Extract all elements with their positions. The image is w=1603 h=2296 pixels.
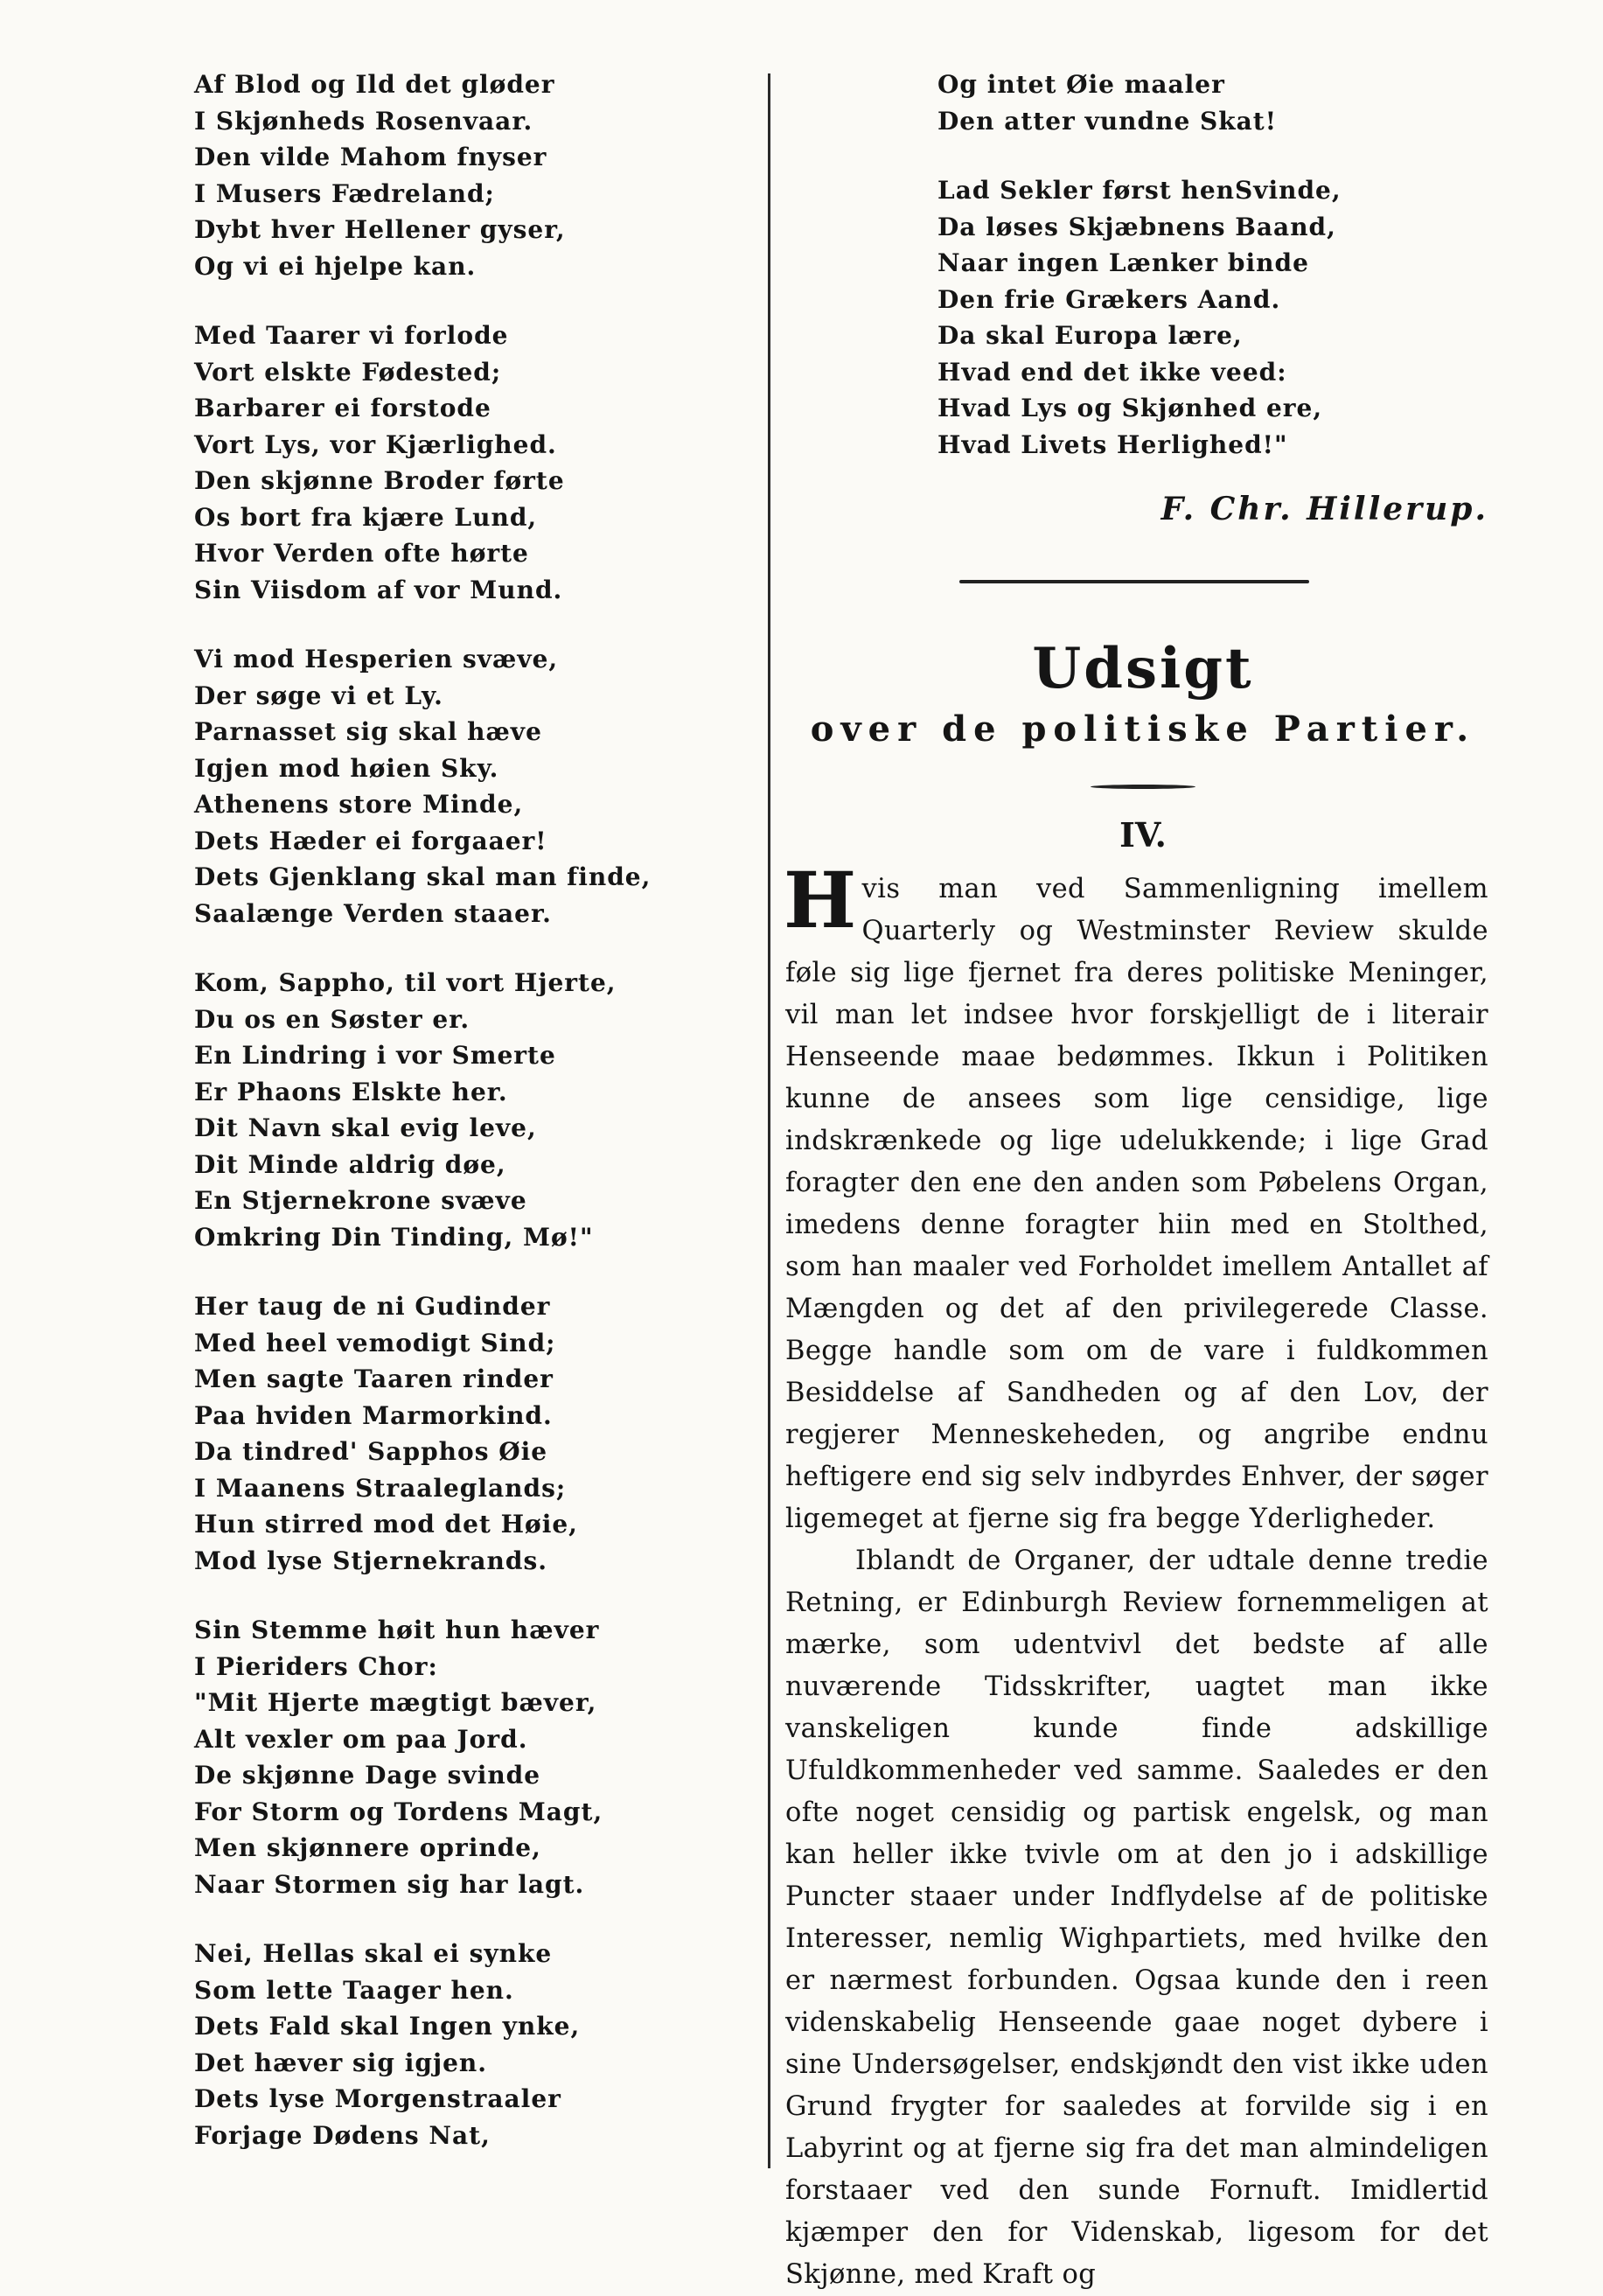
- drop-cap: H: [784, 855, 857, 946]
- paragraph: Iblandt de Organer, der udtale denne tredie Retning, er Edinburgh Review fornemmeligen at mærke, som udentvivl det bedste af alle nuværende Tidsskrifter, uagtet man ikke vanskeligen kunde finde adskillige Ufuldkommenheder ved samme. Saaledes er den ofte noget censidig og partisk engelsk, og man kan heller ikke tvivle om at den jo i adskillige Puncter staaer under Indflydelse af de politiske Interesser, nemlig Wighpartiets, med hvilke den er nærmest forbunden. Ogsaa kunde den i reen videnskabelig Henseende gaae noget dybere i sine Undersøgelser, endskjøndt den vist ikke uden Grund frygter for saaledes at forvilde sig i en Labyrint og at fjerne sig fra det man almindeligen forstaaer ved den sunde Fornuft. Imidlertid kjæmper den for Videnskab, ligesom for det Skjønne, med Kraft og: [785, 1546, 1488, 2290]
- poem-line: Dets Gjenklang skal man finde,: [194, 862, 652, 891]
- left-column-poem: [194, 66, 754, 2187]
- poem-line: Og intet Øie maaler: [937, 70, 1225, 99]
- poem-line: Det hæver sig igjen.: [194, 2048, 488, 2077]
- poem-line: Hvor Verden ofte hørte: [194, 539, 529, 568]
- poem-line: Da skal Europa lære,: [937, 321, 1243, 350]
- poem-line: Den skjønne Broder førte: [194, 466, 565, 495]
- stanza: [194, 965, 754, 1255]
- poem-line: Saalænge Verden staaer.: [194, 898, 552, 928]
- column-divider: [768, 73, 770, 2168]
- poem-line: Dets Fald skal Ingen ynke,: [194, 2012, 581, 2041]
- poem-line: Den vilde Mahom fnyser: [194, 143, 547, 171]
- paragraph: [784, 855, 1488, 1540]
- stanza: [194, 66, 754, 284]
- poem-line: Dit Navn skal evig leve,: [194, 1113, 537, 1142]
- poem-line: Barbarer ei forstode: [194, 394, 491, 422]
- stanza: [937, 172, 1506, 463]
- poem-line: Som lette Taager hen.: [194, 1975, 514, 2005]
- poem-line: Nei, Hellas skal ei synke: [194, 1939, 553, 1968]
- poem-line: Den frie Grækers Aand.: [937, 284, 1281, 314]
- article-title: Udsigt: [1032, 636, 1254, 701]
- article-subtitle: over de politiske Partier.: [810, 708, 1476, 750]
- poem-line: I Maanens Straaleglands;: [194, 1473, 567, 1503]
- stanza: [194, 1936, 754, 2153]
- poem-line: Hvad end det ikke veed:: [937, 357, 1287, 387]
- poem-line: Alt vexler om paa Jord.: [194, 1724, 528, 1754]
- poem-line: Af Blod og Ild det gløder: [194, 70, 555, 99]
- poem-line: En Stjernekrone svæve: [194, 1186, 527, 1215]
- poem-line: Igjen mod høien Sky.: [194, 753, 499, 783]
- poem-line: Her taug de ni Gudinder: [194, 1292, 551, 1321]
- poem-line: I Pieriders Chor:: [194, 1651, 438, 1681]
- poem-line: Naar ingen Lænker binde: [937, 248, 1309, 277]
- section-number: IV.: [1119, 815, 1167, 855]
- poem-line: Os bort fra kjære Lund,: [194, 502, 538, 532]
- poem-line: Men skjønnere oprinde,: [194, 1833, 541, 1862]
- poem-line: Vort elskte Fødested;: [194, 357, 502, 387]
- poem-line: "Mit Hjerte mægtigt bæver,: [194, 1688, 597, 1717]
- article-body: [784, 855, 1488, 2296]
- poem-line: En Lindring i vor Smerte: [194, 1041, 556, 1070]
- stanza: [937, 66, 1506, 139]
- poem-line: Med heel vemodigt Sind;: [194, 1328, 556, 1357]
- poem-line: I Skjønheds Rosenvaar.: [194, 106, 533, 136]
- right-column: [780, 66, 1506, 2296]
- poem-line: Der søge vi et Ly.: [194, 680, 443, 710]
- poem-line: Den atter vundne Skat!: [937, 106, 1277, 136]
- poem-line: Dybt hver Hellener gyser,: [194, 215, 566, 244]
- poem-line: Omkring Din Tinding, Mø!": [194, 1222, 594, 1252]
- poem-line: Hvad Lys og Skjønhed ere,: [937, 394, 1323, 422]
- poem-line: Hvad Livets Herlighed!": [937, 429, 1288, 459]
- poem-line: Men sagte Taaren rinder: [194, 1364, 554, 1393]
- poem-line: For Storm og Tordens Magt,: [194, 1797, 603, 1826]
- section-separator-rule: [959, 580, 1309, 583]
- poem-line: I Musers Fædreland;: [194, 178, 495, 208]
- poem-line: Sin Viisdom af vor Mund.: [194, 575, 563, 604]
- poem-line: Sin Stemme høit hun hæver: [194, 1616, 600, 1644]
- poem-line: De skjønne Dage svinde: [194, 1761, 541, 1790]
- stanza: [194, 641, 754, 932]
- poem-line: Kom, Sappho, til vort Hjerte,: [194, 968, 617, 997]
- poem-line: Lad Sekler først henSvinde,: [937, 176, 1342, 205]
- stanza: [194, 1612, 754, 1902]
- poem-line: Hun stirred mod det Høie,: [194, 1510, 578, 1539]
- poem-line: Dit Minde aldrig døe,: [194, 1149, 506, 1179]
- poem-line: Da tindred' Sapphos Øie: [194, 1437, 548, 1466]
- poem-line: Du os en Søster er.: [194, 1004, 470, 1034]
- poem-line: Athenens store Minde,: [194, 790, 524, 819]
- poem-line: Da løses Skjæbnens Baand,: [937, 212, 1336, 241]
- right-column-poem: [937, 66, 1506, 463]
- poem-line: Er Phaons Elskte her.: [194, 1077, 508, 1106]
- poem-line: Forjage Dødens Nat,: [194, 2120, 491, 2150]
- paragraph-text: vis man ved Sammenligning imellem Quarterly og Westminster Review skulde føle sig lige fjernet fra deres politiske Meninger, vil man let indsee hvor forskjelligt de i literair Henseende maae bedømmes. Ikkun i Politiken kunne de ansees som lige censidige, lige indskrænkede og lige udelukkende; i lige Grad foragter den ene den anden som Pøbelens Organ, imedens denne foragter hiin med en Stolthed, som han maaler ved Forholdet imellem Antallet af Mængden og det af den privilegerede Classe. Begge handle som om de vare i fuldkommen Besiddelse af Sandheden og af den Lov, der regjerer Menneskeheden, og angribe endnu heftigere end sig selv indbyrdes Enhver, der søger ligemeget at fjerne sig fra begge Yderligheder.: [785, 874, 1488, 1534]
- stanza: [194, 1288, 754, 1579]
- poem-line: Parnasset sig skal hæve: [194, 717, 542, 746]
- stanza: [194, 318, 754, 608]
- poem-line: Dets lyse Morgenstraaler: [194, 2084, 561, 2113]
- poem-line: Vi mod Hesperien svæve,: [194, 645, 559, 673]
- poem-line: Og vi ei hjelpe kan.: [194, 251, 477, 281]
- poem-line: Mod lyse Stjernekrands.: [194, 1546, 547, 1575]
- poem-line: Med Taarer vi forlode: [194, 321, 509, 350]
- poem-line: Naar Stormen sig har lagt.: [194, 1869, 585, 1899]
- poem-line: Vort Lys, vor Kjærlighed.: [194, 429, 557, 459]
- title-ornament-rule: [1091, 785, 1195, 789]
- poem-line: Paa hviden Marmorkind.: [194, 1400, 553, 1430]
- poem-line: Dets Hæder ei forgaaer!: [194, 826, 547, 855]
- poem-signature: F. Chr. Hillerup.: [1160, 491, 1488, 527]
